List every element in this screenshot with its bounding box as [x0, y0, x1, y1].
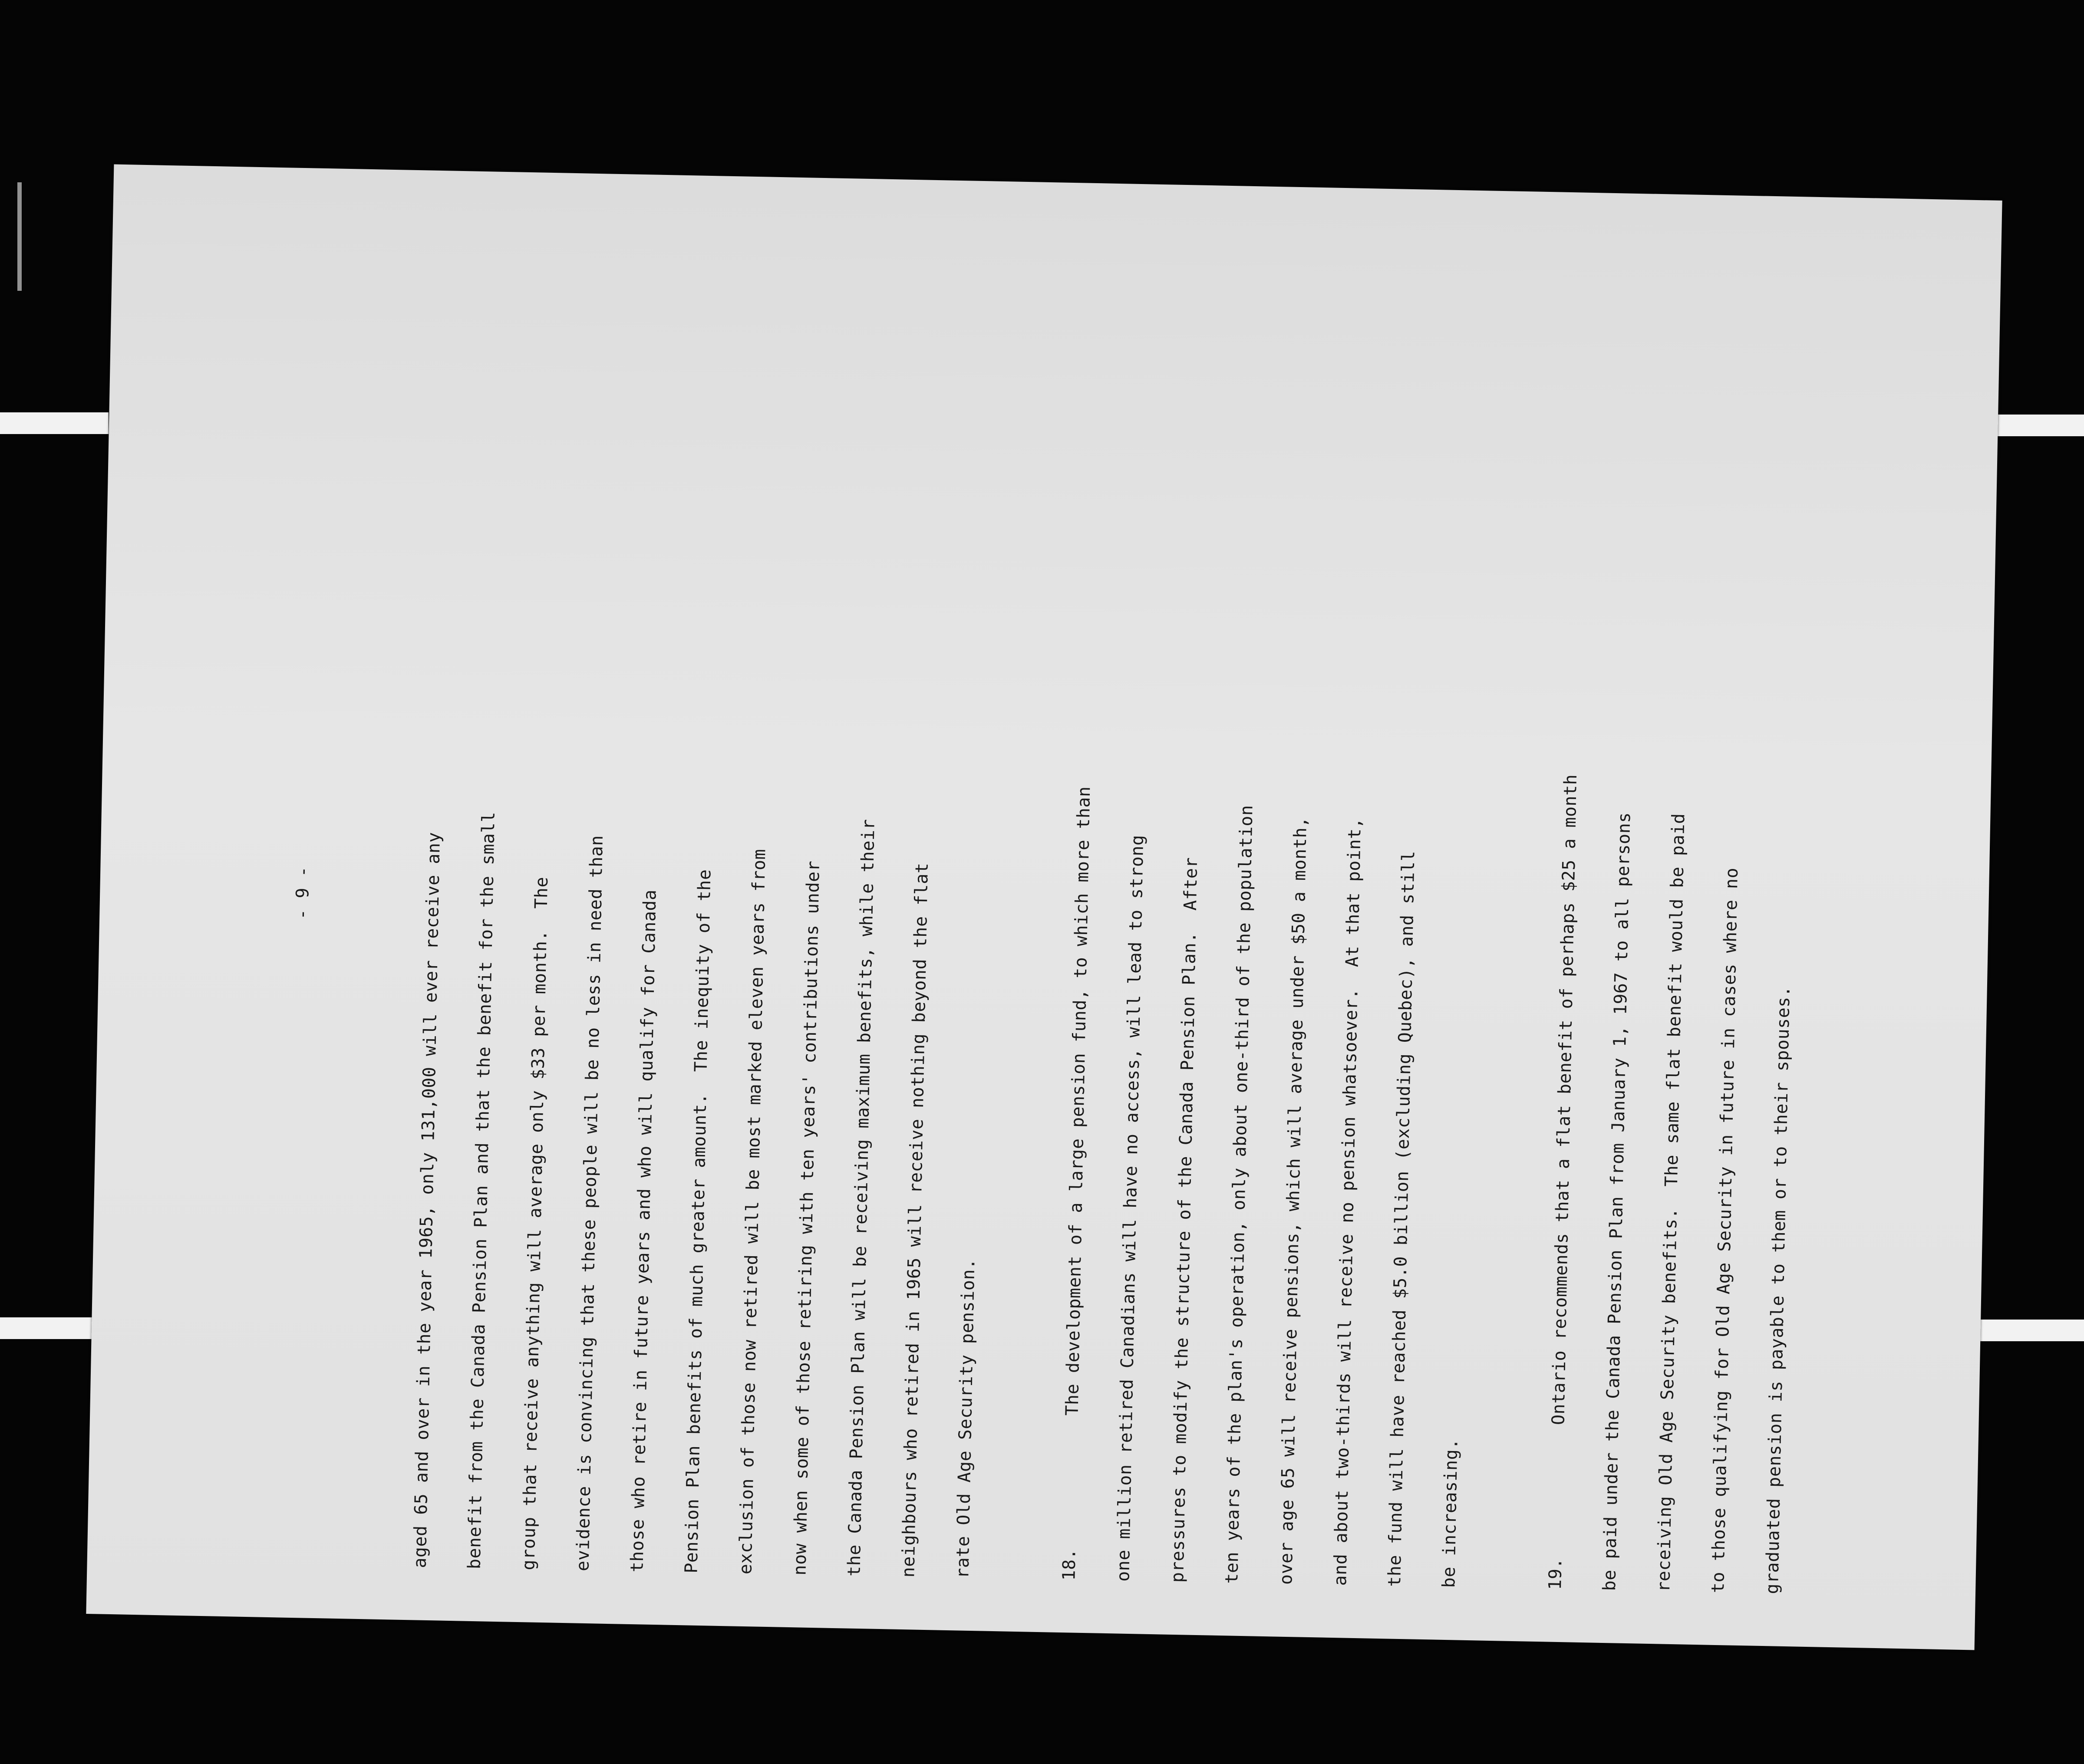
text-line: pressures to modify the structure of the Canada Pension Plan. After	[1167, 857, 1202, 1583]
paragraph-number: 19.	[1545, 1557, 1566, 1590]
text-line: the Canada Pension Plan will be receiving maximum benefits, while their	[844, 819, 879, 1577]
text-line: one million retired Canadians will have no access, will lead to strong	[1113, 834, 1148, 1582]
text-line: those who retire in future years and who will qualify for Canada	[627, 889, 660, 1573]
text-line: ten years of the plan's operation, only about one-third of the population	[1222, 804, 1257, 1584]
text-line: Pension Plan benefits of much greater amount. The inequity of the	[681, 869, 715, 1574]
film-edge-bar	[1993, 415, 2084, 436]
document-page	[86, 165, 2002, 1650]
text-line: receiving Old Age Security benefits. The same flat benefit would be paid	[1653, 813, 1689, 1593]
text-line: The development of a large pension fund, to which more than	[1062, 786, 1095, 1416]
text-line: graduated pension is payable to them or to their spouses.	[1762, 986, 1794, 1594]
text-line: rate Old Age Security pension.	[953, 1258, 979, 1579]
text-line: over age 65 will receive pensions, which will average under $50 a month,	[1276, 816, 1311, 1585]
text-line: be paid under the Canada Pension Plan from January 1, 1967 to all persons	[1599, 812, 1635, 1591]
paragraph-18	[1042, 235, 1502, 1589]
text-line: and about two-thirds will receive no pension whatsoever. At that point,	[1330, 817, 1365, 1586]
text-line: now when some of those retiring with ten years' contributions under	[790, 860, 824, 1576]
text-line: the fund will have reached $5.0 billion (excluding Quebec), and still	[1385, 850, 1419, 1587]
text-line: to those qualifying for Old Age Security in future in cases where no	[1708, 867, 1742, 1593]
page-number: - 9 -	[292, 866, 313, 920]
text-line: benefit from the Canada Pension Plan and that the benefit for the small	[464, 811, 499, 1570]
text-line: evidence is convincing that these people will be no less in need than	[573, 835, 607, 1572]
text-line: neighbours who retired in 1965 will receive nothing beyond the flat	[898, 862, 932, 1578]
paragraph-number: 18.	[1059, 1548, 1080, 1581]
film-edge-mark	[17, 182, 52, 291]
page-text-block	[263, 220, 1826, 1594]
paragraph-continued	[393, 222, 1016, 1579]
text-line: group that receive anything will average only $33 per month. The	[518, 876, 552, 1570]
film-edge-bar	[0, 412, 109, 434]
text-line: exclusion of those now retired will be most marked eleven years from	[735, 849, 770, 1575]
paragraph-19	[1528, 244, 1825, 1594]
text-line: Ontario recommends that a flat benefit of perhaps $25 a month	[1548, 774, 1581, 1425]
text-line: be increasing.	[1439, 1438, 1462, 1588]
text-line: aged 65 and over in the year 1965, only 131,000 will ever receive any	[410, 832, 445, 1569]
